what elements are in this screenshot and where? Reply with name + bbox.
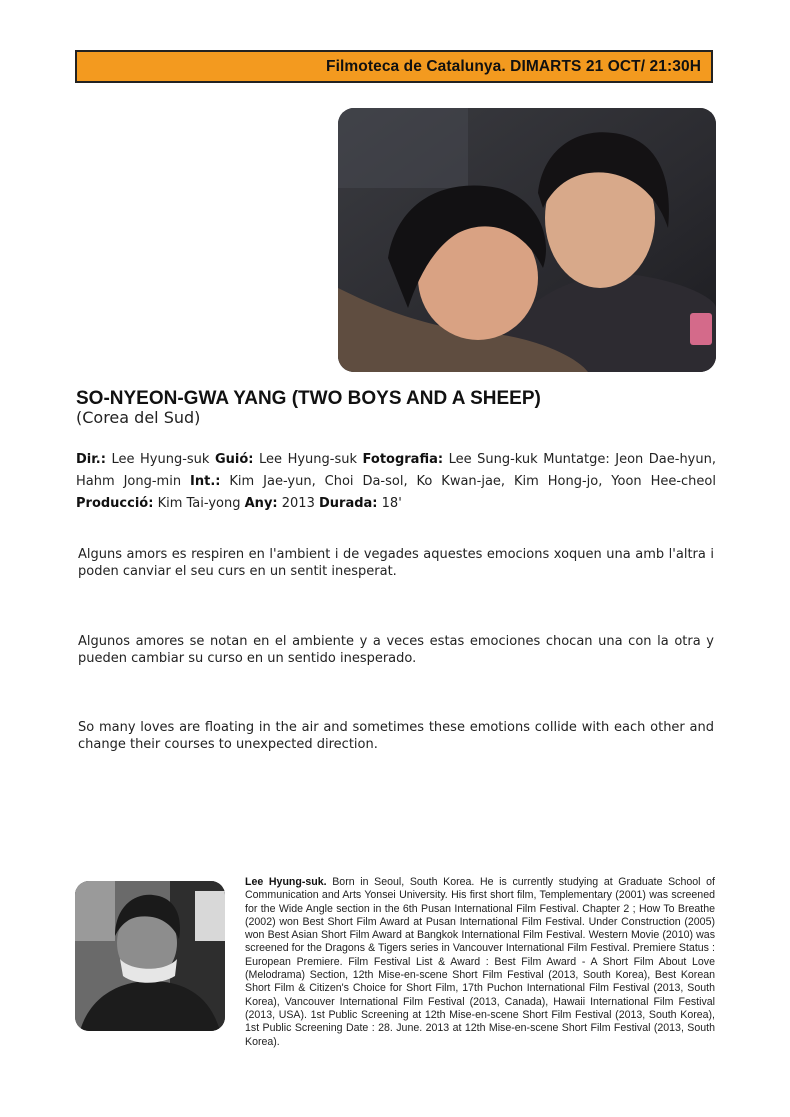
director-label: Dir.: <box>76 452 106 467</box>
duration: 18' <box>381 496 402 511</box>
film-title: SO-NYEON-GWA YANG (TWO BOYS AND A SHEEP) <box>76 388 541 409</box>
production: Kim Tai-yong <box>157 496 241 511</box>
year-label: Any: <box>244 496 278 511</box>
script: Lee Hyung-suk <box>259 452 357 467</box>
script-label: Guió: <box>214 452 254 467</box>
production-label: Producció: <box>76 496 154 511</box>
film-country: (Corea del Sud) <box>76 408 201 427</box>
synopsis-english: So many loves are floating in the air and sometimes these emotions collide with each other and change their courses to unexpected direction. <box>78 720 714 752</box>
synopsis-spanish: Algunos amores se notan en el ambiente y a veces estas emociones chocan una con la otra y pueden cambiar su curso en un sentido inesperado. <box>78 634 714 666</box>
screening-header <box>75 50 713 83</box>
year: 2013 <box>281 496 315 511</box>
director-biography <box>245 876 715 1049</box>
bio-name: Lee Hyung-suk. <box>245 876 327 888</box>
bio-text: Born in Seoul, South Korea. He is currently studying at Graduate School of Communication and Arts Yonsei University. His first short film, Templementary (2001) was screened for the Wide Angle section in the 6th Pusan International Film Festival. Chapter 2 ; How To Breathe (2002) won Best Short Film Award at Pusan International Film Festival. Under Construction (2005) won Best Asian Short Film Award at Bangkok International Film Festival. Western Movie (2010) was screened for the Dragons & Tigers series in Vancouver International Film Festival. Premiere Status : European Premiere. Film Festival List & Award : Best Film Award - A Short Film About Love (Melodrama) Section, 12th Mise-en-scene Short Film Festival (2013, South Korea), Best Korean Short Film & Citizen's Choice for Short Film, 17th Puchon International Film Festival (2013, South Korea), Vancouver International Film Festival (2013, Canada), Hawaii International Film Festival (2013, USA). 1st Public Screening at 12th Mise-en-scene Short Film Festival (2013, South Korea), 1st Public Screening Date : 28. June. 2013 at 12th Mise-en-scene Short Film Festival (2013, South Korea). <box>245 876 715 1048</box>
director-portrait <box>75 881 225 1031</box>
film-credits <box>76 449 716 515</box>
director: Lee Hyung-suk <box>111 452 210 467</box>
cast-label: Int.: <box>190 474 221 489</box>
photography: Lee Sung-kuk Muntatge: Jeon Dae-hyun, Hahm Jong-min <box>76 452 716 489</box>
photography-label: Fotografia: <box>362 452 444 467</box>
duration-label: Durada: <box>319 496 378 511</box>
synopsis-catalan: Alguns amors es respiren en l'ambient i de vegades aquestes emocions xoquen una amb l'altra i poden canviar el seu curs en un sentit inesperat. <box>78 547 714 579</box>
cast: Kim Jae-yun, Choi Da-sol, Ko Kwan-jae, Kim Hong-jo, Yoon Hee-cheol <box>229 474 716 489</box>
screening-info: Filmoteca de Catalunya. DIMARTS 21 OCT/ 21:30H <box>326 57 701 75</box>
film-still <box>338 108 716 372</box>
